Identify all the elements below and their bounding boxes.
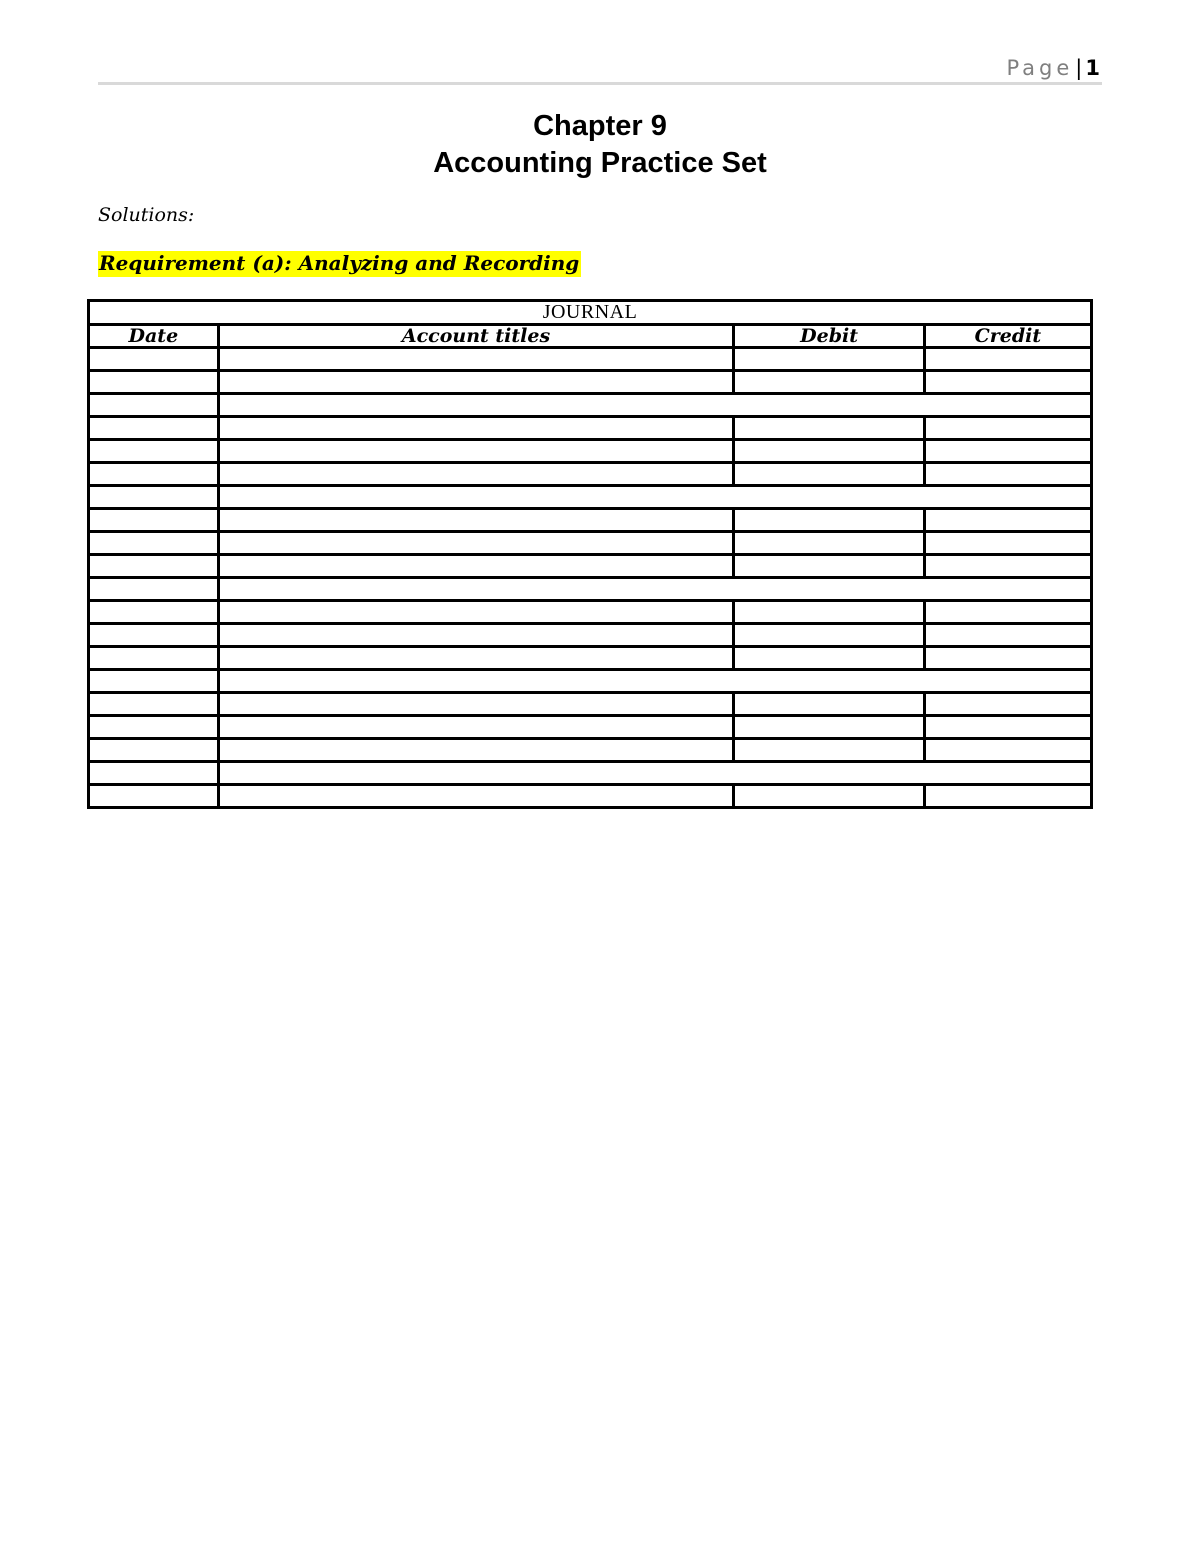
debit-cell[interactable] <box>734 463 924 486</box>
document-title: Accounting Practice Set <box>433 147 767 179</box>
column-header-credit: Credit <box>924 325 1091 348</box>
page-number <box>1006 56 1100 80</box>
credit-cell[interactable] <box>924 532 1091 555</box>
column-header-account-titles: Account titles <box>218 325 734 348</box>
debit-cell[interactable] <box>734 509 924 532</box>
date-cell[interactable] <box>89 394 219 417</box>
debit-cell[interactable] <box>734 739 924 762</box>
journal-entry-row <box>89 601 1092 624</box>
page-header <box>98 56 1102 85</box>
credit-cell[interactable] <box>924 463 1091 486</box>
date-cell[interactable] <box>89 371 219 394</box>
credit-cell[interactable] <box>924 739 1091 762</box>
page-word: Page <box>1006 56 1074 80</box>
column-header-debit: Debit <box>734 325 924 348</box>
explanation-cell[interactable] <box>218 670 1091 693</box>
date-cell[interactable] <box>89 601 219 624</box>
account-title-cell[interactable] <box>218 716 734 739</box>
title-block <box>0 108 1200 182</box>
page-number-value: 1 <box>1085 56 1100 80</box>
credit-cell[interactable] <box>924 555 1091 578</box>
debit-cell[interactable] <box>734 555 924 578</box>
account-title-cell[interactable] <box>218 348 734 371</box>
date-cell[interactable] <box>89 463 219 486</box>
date-cell[interactable] <box>89 647 219 670</box>
account-title-cell[interactable] <box>218 463 734 486</box>
journal-entry-row <box>89 417 1092 440</box>
chapter-title: Chapter 9 <box>533 110 667 142</box>
credit-cell[interactable] <box>924 624 1091 647</box>
date-cell[interactable] <box>89 762 219 785</box>
journal-entry-row <box>89 348 1092 371</box>
debit-cell[interactable] <box>734 716 924 739</box>
solutions-label: Solutions: <box>98 204 195 226</box>
date-cell[interactable] <box>89 785 219 808</box>
credit-cell[interactable] <box>924 417 1091 440</box>
account-title-cell[interactable] <box>218 532 734 555</box>
journal-explanation-row <box>89 578 1092 601</box>
journal-entry-row <box>89 509 1092 532</box>
date-cell[interactable] <box>89 739 219 762</box>
explanation-cell[interactable] <box>218 394 1091 417</box>
explanation-cell[interactable] <box>218 486 1091 509</box>
date-cell[interactable] <box>89 486 219 509</box>
date-cell[interactable] <box>89 532 219 555</box>
account-title-cell[interactable] <box>218 785 734 808</box>
debit-cell[interactable] <box>734 417 924 440</box>
date-cell[interactable] <box>89 509 219 532</box>
debit-cell[interactable] <box>734 532 924 555</box>
journal-entry-row <box>89 624 1092 647</box>
journal-entry-row <box>89 532 1092 555</box>
page-separator: | <box>1075 56 1083 80</box>
journal-entry-row <box>89 739 1092 762</box>
journal-table <box>87 299 1093 809</box>
date-cell[interactable] <box>89 716 219 739</box>
date-cell[interactable] <box>89 693 219 716</box>
journal-entry-row <box>89 647 1092 670</box>
journal-entry-row <box>89 693 1092 716</box>
credit-cell[interactable] <box>924 371 1091 394</box>
credit-cell[interactable] <box>924 348 1091 371</box>
journal-explanation-row <box>89 762 1092 785</box>
credit-cell[interactable] <box>924 785 1091 808</box>
explanation-cell[interactable] <box>218 762 1091 785</box>
date-cell[interactable] <box>89 555 219 578</box>
journal-entry-row <box>89 463 1092 486</box>
account-title-cell[interactable] <box>218 624 734 647</box>
debit-cell[interactable] <box>734 440 924 463</box>
date-cell[interactable] <box>89 578 219 601</box>
account-title-cell[interactable] <box>218 440 734 463</box>
credit-cell[interactable] <box>924 440 1091 463</box>
column-header-date: Date <box>89 325 219 348</box>
account-title-cell[interactable] <box>218 601 734 624</box>
date-cell[interactable] <box>89 417 219 440</box>
debit-cell[interactable] <box>734 624 924 647</box>
journal-entry-row <box>89 716 1092 739</box>
account-title-cell[interactable] <box>218 647 734 670</box>
journal-entry-row <box>89 440 1092 463</box>
journal-entry-row <box>89 371 1092 394</box>
debit-cell[interactable] <box>734 785 924 808</box>
account-title-cell[interactable] <box>218 371 734 394</box>
credit-cell[interactable] <box>924 601 1091 624</box>
date-cell[interactable] <box>89 440 219 463</box>
debit-cell[interactable] <box>734 647 924 670</box>
journal-body <box>89 348 1092 808</box>
account-title-cell[interactable] <box>218 417 734 440</box>
debit-cell[interactable] <box>734 348 924 371</box>
debit-cell[interactable] <box>734 371 924 394</box>
date-cell[interactable] <box>89 348 219 371</box>
account-title-cell[interactable] <box>218 509 734 532</box>
date-cell[interactable] <box>89 670 219 693</box>
account-title-cell[interactable] <box>218 693 734 716</box>
journal-explanation-row <box>89 486 1092 509</box>
journal-entry-row <box>89 555 1092 578</box>
credit-cell[interactable] <box>924 716 1091 739</box>
credit-cell[interactable] <box>924 693 1091 716</box>
explanation-cell[interactable] <box>218 578 1091 601</box>
journal-entry-row <box>89 785 1092 808</box>
requirement-heading: Requirement (a): Analyzing and Recording <box>99 251 580 275</box>
account-title-cell[interactable] <box>218 739 734 762</box>
date-cell[interactable] <box>89 624 219 647</box>
debit-cell[interactable] <box>734 601 924 624</box>
journal-explanation-row <box>89 394 1092 417</box>
journal-header-row <box>89 325 1092 348</box>
debit-cell[interactable] <box>734 693 924 716</box>
journal-explanation-row <box>89 670 1092 693</box>
journal-title-row <box>89 301 1092 325</box>
journal-title: JOURNAL <box>89 301 1092 325</box>
credit-cell[interactable] <box>924 647 1091 670</box>
account-title-cell[interactable] <box>218 555 734 578</box>
credit-cell[interactable] <box>924 509 1091 532</box>
